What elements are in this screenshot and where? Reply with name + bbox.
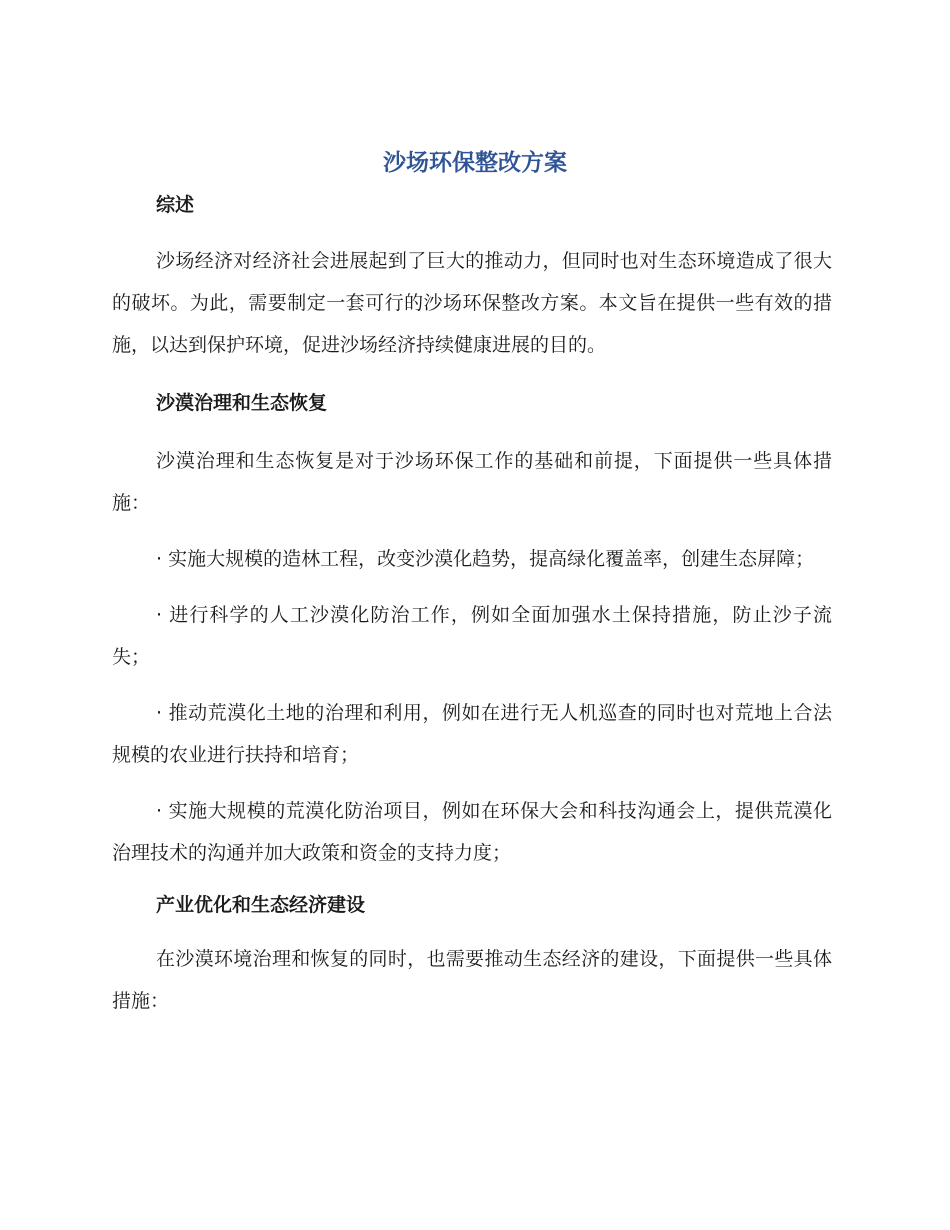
section-heading-desert: 沙漠治理和生态恢复 [156,392,328,414]
bullet-item-afforestation: · 实施大规模的造林工程，改变沙漠化趋势，提高绿化覆盖率，创建生态屏障； [156,548,815,570]
desert-intro-paragraph: 沙漠治理和生态恢复是对于沙场环保工作的基础和前提，下面提供一些具体措施： [112,450,832,514]
overview-paragraph: 沙场经济对经济社会进展起到了巨大的推动力，但同时也对生态环境造成了很大的破坏。为此，需要制定一套可行的沙场环保整改方案。本文旨在提供一些有效的措施，以达到保护环境，促进沙场经济持续健康进展的目的。 [112,250,832,356]
section-heading-industry: 产业优化和生态经济建设 [156,894,366,916]
section-heading-overview: 综述 [156,194,195,216]
bullet-item-soil-conservation: · 进行科学的人工沙漠化防治工作，例如全面加强水土保持措施，防止沙子流失； [112,604,832,668]
bullet-item-land-use: · 推动荒漠化土地的治理和利用，例如在进行无人机巡查的同时也对荒地上合法规模的农业进行扶持和培育； [112,702,832,766]
bullet-item-prevention-projects: · 实施大规模的荒漠化防治项目，例如在环保大会和科技沟通会上，提供荒漠化治理技术的沟通并加大政策和资金的支持力度； [112,800,832,864]
document-title: 沙场环保整改方案 [383,150,567,176]
document-body [112,190,832,1022]
industry-intro-paragraph: 在沙漠环境治理和恢复的同时，也需要推动生态经济的建设，下面提供一些具体措施： [112,948,832,1012]
